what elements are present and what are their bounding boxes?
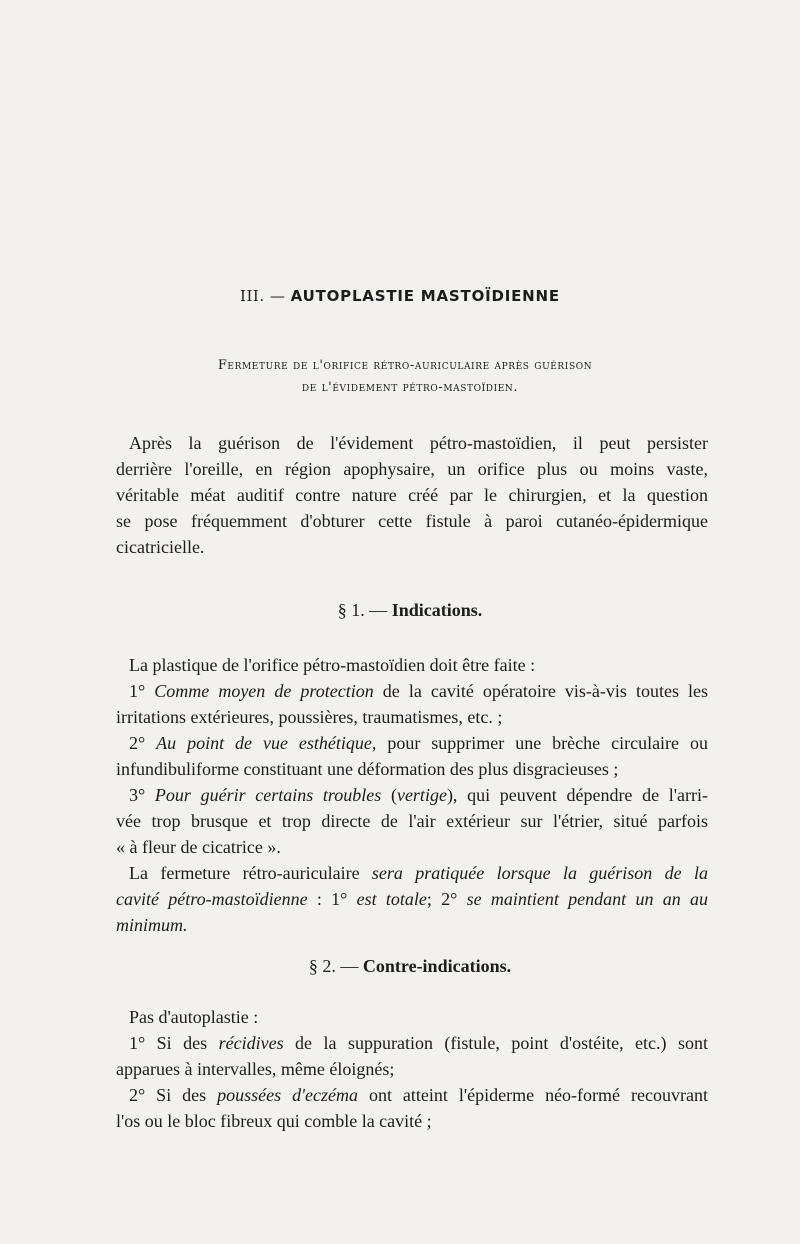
contra-line: 1° Si des récidives de la suppuration (fistule, point d'ostéite, etc.) sont (129, 1033, 708, 1053)
contra-paragraph (116, 1004, 708, 1134)
subtitle-line-1: Fermeture de l'orifice rétro-auriculaire après guérison (217, 358, 593, 373)
intro-line: derrière l'oreille, en région apophysaire, un orifice plus ou moins vaste, (116, 459, 708, 479)
section-2-heading (0, 956, 800, 977)
intro-line: véritable méat auditif contre nature créé par le chirurgien, et la question (116, 485, 708, 505)
indications-line: La fermeture rétro-auriculaire sera pratiquée lorsque la guérison de la (129, 863, 709, 883)
indications-line: infundibuliforme constituant une déformation des plus disgracieuses ; (116, 759, 619, 779)
intro-line: cicatricielle. (116, 537, 205, 557)
contra-line: Pas d'autoplastie : (129, 1007, 259, 1027)
section-1-heading (0, 600, 800, 621)
intro-line: Après la guérison de l'évidement pétro-mastoïdien, il peut persister (129, 433, 708, 453)
indications-line: 1° Comme moyen de protection de la cavité opératoire vis-à-vis toutes les (129, 681, 709, 701)
indications-line: « à fleur de cicatrice ». (116, 837, 281, 857)
chapter-number: III. — (240, 287, 286, 305)
indications-line: irritations extérieures, poussières, traumatismes, etc. ; (116, 707, 503, 727)
intro-line: se pose fréquemment d'obturer cette fistule à paroi cutanéo-épidermique (116, 511, 708, 531)
chapter-name: AUTOPLASTIE MASTOÏDIENNE (290, 287, 560, 305)
section-1-prefix: § 1. — (337, 600, 388, 620)
indications-line: 2° Au point de vue esthétique, pour supprimer une brèche circulaire ou (129, 733, 708, 753)
intro-paragraph (116, 430, 708, 560)
subtitle-line-2: de l'évidement pétro-mastoïdien. (301, 380, 519, 395)
section-1-title: Indications. (391, 600, 483, 620)
indications-line: minimum. (116, 915, 188, 935)
chapter-title (0, 287, 800, 305)
indications-line: La plastique de l'orifice pétro-mastoïdien doit être faite : (129, 655, 536, 675)
indications-line: 3° Pour guérir certains troubles (vertige), qui peuvent dépendre de l'arri- (129, 785, 708, 805)
contra-line: apparues à intervalles, même éloignés; (116, 1059, 395, 1079)
contra-line: 2° Si des poussées d'eczéma ont atteint l'épiderme néo-formé recouvrant (129, 1085, 708, 1105)
section-2-title: Contre-indications. (362, 956, 512, 976)
section-2-prefix: § 2. — (308, 956, 359, 976)
contra-line: l'os ou le bloc fibreux qui comble la cavité ; (116, 1111, 432, 1131)
indications-line: cavité pétro-mastoïdienne : 1° est totale; 2° se maintient pendant un an au (116, 889, 709, 909)
indications-line: vée trop brusque et trop directe de l'air extérieur sur l'étrier, situé parfois (116, 811, 708, 831)
indications-paragraph (116, 652, 708, 938)
